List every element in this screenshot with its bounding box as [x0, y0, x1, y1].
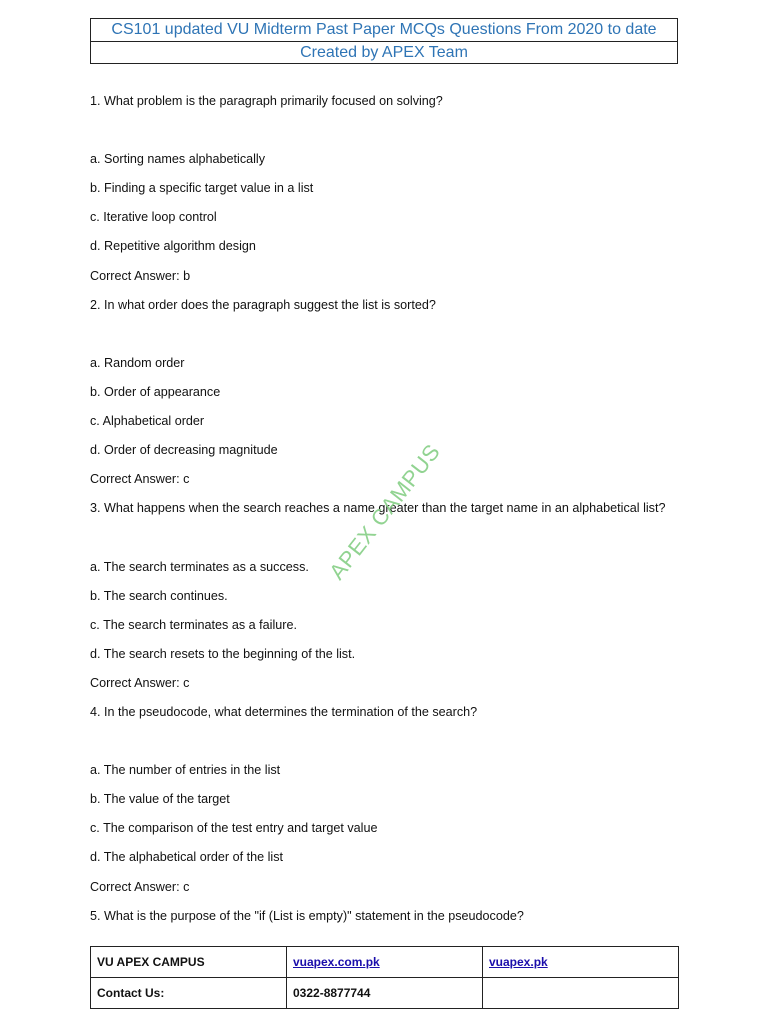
- option: a. The number of entries in the list: [90, 763, 281, 778]
- correct-answer: Correct Answer: c: [90, 472, 190, 487]
- option: b. The search continues.: [90, 588, 228, 603]
- spacer: [90, 727, 730, 756]
- spacer: [90, 116, 730, 145]
- option: c. Iterative loop control: [90, 210, 217, 225]
- website-link-secondary[interactable]: vuapex.pk: [489, 955, 548, 969]
- question-text: 2. In what order does the paragraph suggest the list is sorted?: [90, 297, 436, 312]
- website-link-cell: [483, 947, 679, 978]
- correct-answer: Correct Answer: b: [90, 268, 191, 283]
- option: a. Sorting names alphabetically: [90, 152, 266, 167]
- website-link-primary[interactable]: vuapex.com.pk: [293, 955, 380, 969]
- document-header: [90, 18, 678, 64]
- empty-cell: [483, 978, 679, 1009]
- option: a. Random order: [90, 355, 185, 370]
- correct-answer: Correct Answer: c: [90, 675, 190, 690]
- spacer: [90, 523, 730, 552]
- option: d. The alphabetical order of the list: [90, 850, 283, 865]
- contact-phone: 0322-8877744: [287, 978, 483, 1009]
- questions-list: [90, 87, 730, 931]
- option: d. Repetitive algorithm design: [90, 239, 256, 254]
- question-text: 3. What happens when the search reaches a name greater than the target name in an alphabetical list?: [90, 501, 666, 516]
- contact-label: Contact Us:: [91, 978, 287, 1009]
- option: c. The comparison of the test entry and target value: [90, 821, 378, 836]
- option: d. Order of decreasing magnitude: [90, 443, 278, 458]
- question-text: 4. In the pseudocode, what determines the termination of the search?: [90, 704, 478, 719]
- watermark: APEX CAMPUS: [324, 439, 446, 585]
- option: c. Alphabetical order: [90, 414, 205, 429]
- document-title: CS101 updated VU Midterm Past Paper MCQs Questions From 2020 to date: [91, 19, 677, 42]
- question-text: 5. What is the purpose of the "if (List is empty)" statement in the pseudocode?: [90, 908, 524, 923]
- document-subtitle: Created by APEX Team: [300, 44, 468, 61]
- website-link-cell: [287, 947, 483, 978]
- footer-row: [91, 947, 679, 978]
- question-text: 1. What problem is the paragraph primarily focused on solving?: [90, 94, 443, 108]
- option: a. The search terminates as a success.: [90, 559, 309, 574]
- correct-answer: Correct Answer: c: [90, 879, 190, 894]
- footer-table: [90, 946, 679, 1009]
- footer-row: [91, 978, 679, 1009]
- option: b. Order of appearance: [90, 384, 221, 399]
- option: d. The search resets to the beginning of the list.: [90, 646, 356, 661]
- option: b. Finding a specific target value in a list: [90, 181, 314, 196]
- campus-name: VU APEX CAMPUS: [91, 947, 287, 978]
- option: b. The value of the target: [90, 792, 230, 807]
- option: c. The search terminates as a failure.: [90, 617, 297, 632]
- spacer: [90, 320, 730, 349]
